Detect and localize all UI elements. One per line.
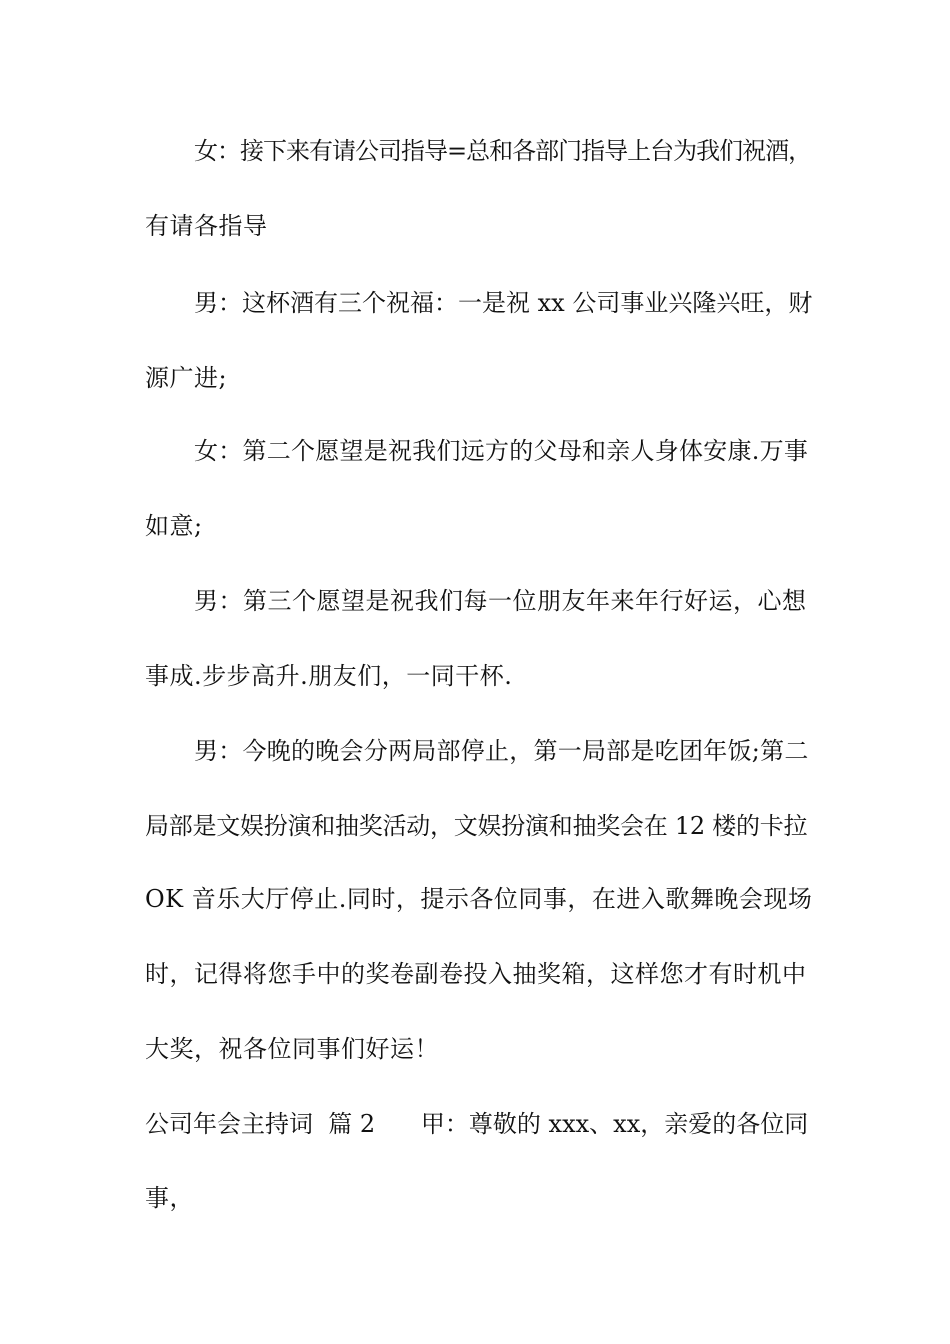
paragraph-line: OK 音乐大厅停止.同时，提示各位同事，在进入歌舞晚会现场 bbox=[145, 885, 813, 913]
paragraph-line: 时，记得将您手中的奖卷副卷投入抽奖箱，这样您才有时机中 bbox=[145, 960, 807, 988]
paragraph-line: 男：今晚的晚会分两局部停止，第一局部是吃团年饭;第二 bbox=[194, 737, 809, 765]
section-heading-line: 公司年会主持词 篇 2 甲：尊敬的 xxx、xx，亲爱的各位同 bbox=[145, 1110, 809, 1138]
paragraph-line: 事， bbox=[145, 1184, 194, 1212]
paragraph-line: 源广进; bbox=[145, 364, 228, 392]
paragraph-line: 大奖，祝各位同事们好运！ bbox=[145, 1035, 439, 1063]
paragraph-line: 男：第三个愿望是祝我们每一位朋友年来年行好运，心想 bbox=[194, 587, 807, 615]
paragraph-line: 如意; bbox=[145, 512, 203, 540]
paragraph-line: 女：接下来有请公司指导=总和各部门指导上台为我们祝酒， bbox=[194, 137, 812, 165]
paragraph-line: 女：第二个愿望是祝我们远方的父母和亲人身体安康.万事 bbox=[194, 437, 809, 465]
paragraph-line: 有请各指导 bbox=[145, 212, 268, 240]
paragraph-line: 事成.步步高升.朋友们，一同干杯. bbox=[145, 662, 513, 690]
paragraph-line: 男：这杯酒有三个祝福：一是祝 xx 公司事业兴隆兴旺，财 bbox=[194, 289, 813, 317]
paragraph-line: 局部是文娱扮演和抽奖活动，文娱扮演和抽奖会在 12 楼的卡拉 bbox=[145, 812, 808, 840]
